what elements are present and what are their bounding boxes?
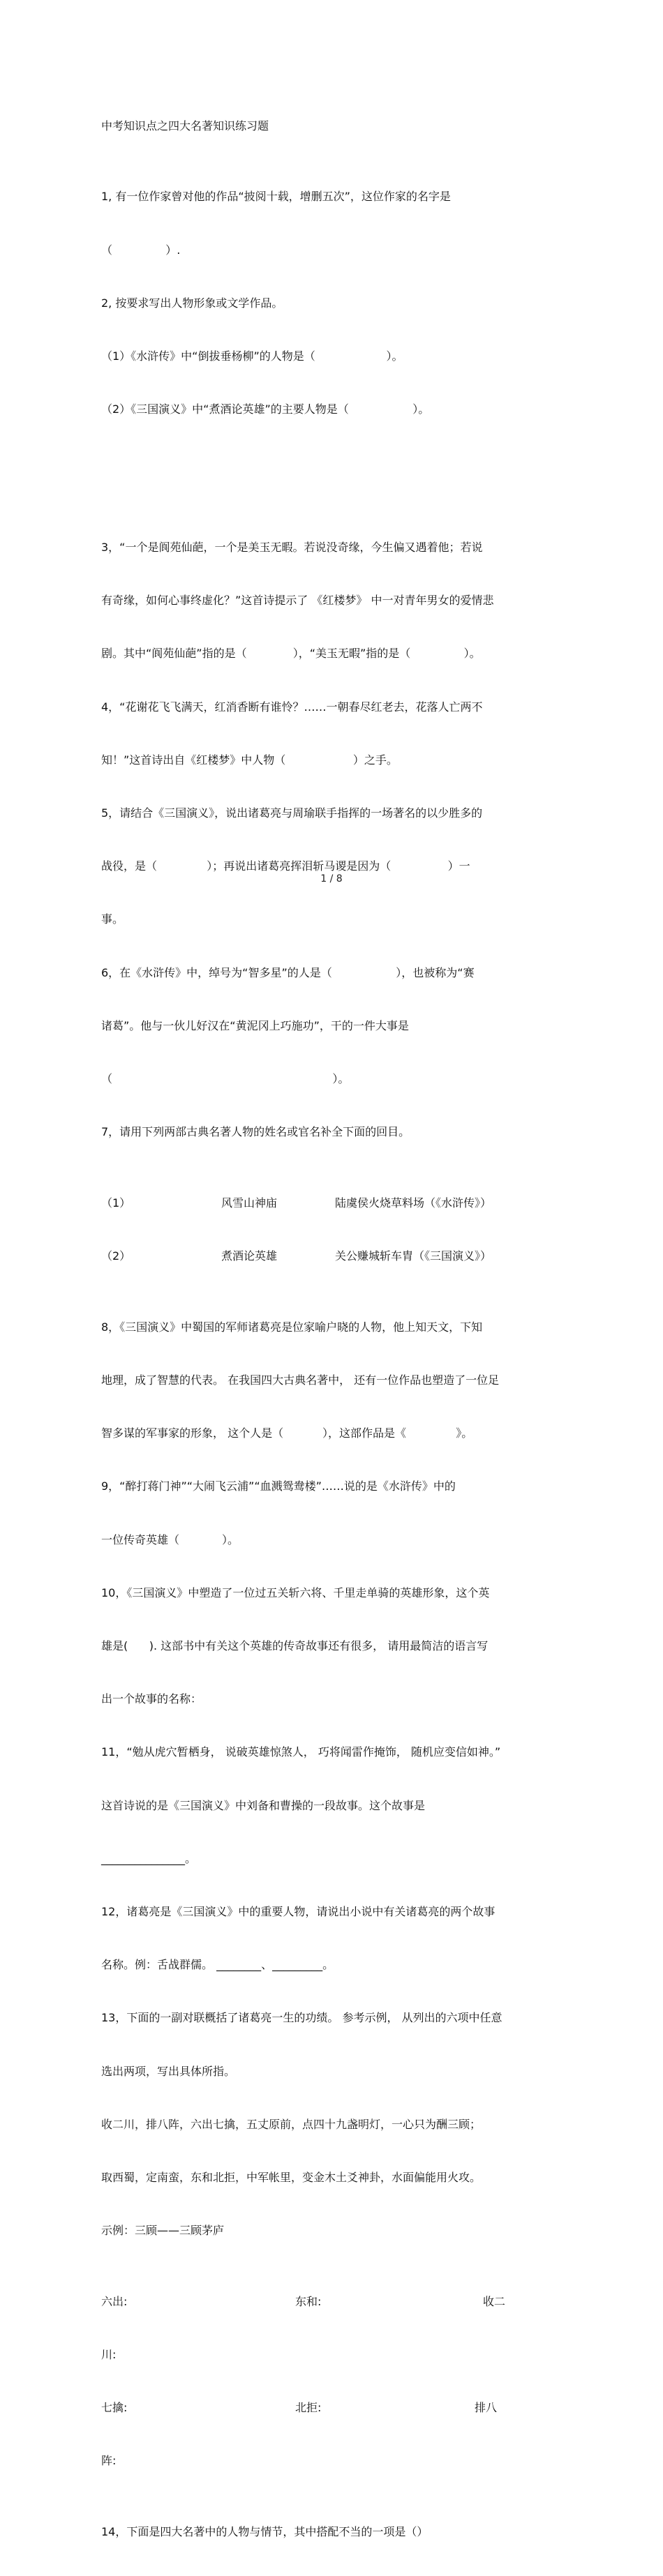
- item7-first-half: 煮酒论英雄: [221, 1249, 278, 1263]
- question-line: 事。: [101, 912, 124, 926]
- question-line: 11，“勉从虎穴暂栖身， 说破英雄惊煞人， 巧将闻雷作掩饰， 随机应变信如神。”: [101, 1745, 501, 1759]
- question-line: 一位传奇英雄（ ）。: [101, 1532, 239, 1546]
- question-line: 出一个故事的名称：: [101, 1692, 202, 1706]
- question-line: （ ）.: [101, 243, 181, 257]
- page-number: 1 / 8: [320, 873, 343, 884]
- item13-cell: 东和:: [295, 2294, 322, 2308]
- item7-row: [101, 1194, 569, 1212]
- item13-cell: 川:: [101, 2347, 117, 2361]
- question-line: 13，下面的一副对联概括了诸葛亮一生的功绩。 参考示例， 从列出的六项中任意: [101, 2011, 502, 2025]
- question-line: 1, 有一位作家曾对他的作品“披阅十载，增删五次”，这位作家的名字是: [101, 190, 451, 204]
- question-line: 5，请结合《三国演义》，说出诸葛亮与周瑜联手指挥的一场著名的以少胜多的: [101, 806, 483, 820]
- document-title: 中考知识点之四大名著知识练习题: [101, 119, 269, 133]
- item13-cell: 阵:: [101, 2454, 117, 2468]
- item13-cell: 排八: [475, 2401, 498, 2415]
- question-line: 收二川，排八阵，六出七擒，五丈原前，点四十九盏明灯，一心只为酬三顾；: [101, 2117, 482, 2131]
- question-line: 6，在《水浒传》中，绰号为“智多星”的人是（ ），也被称为“赛: [101, 965, 475, 979]
- item13-row: [101, 2346, 569, 2363]
- question-line: （ ）。: [101, 1072, 350, 1086]
- question-line: 12，诸葛亮是《三国演义》中的重要人物，请说出小说中有关诸葛亮的两个故事: [101, 1904, 496, 1918]
- question-line: 取西蜀，定南蛮，东和北拒，中军帐里，变金木土爻神卦，水面偏能用火攻。: [101, 2170, 482, 2184]
- question-line: 10，《三国演义》中塑造了一位过五关斩六将、千里走单骑的英雄形象，这个英: [101, 1585, 490, 1599]
- question-line: 雄是( ). 这部书中有关这个英雄的传奇故事还有很多， 请用最简洁的语言写: [101, 1639, 489, 1652]
- question-line: 3，“一个是阆苑仙葩，一个是美玉无暇。若说没奇缘，今生偏又遇着他；若说: [101, 541, 483, 555]
- question-line: （2）《三国演义》中“煮酒论英雄”的主要人物是（ ）。: [101, 402, 430, 416]
- question-line: 7，请用下列两部古典名著人物的姓名或官名补全下面的回目。: [101, 1125, 410, 1139]
- question-line: 这首诗说的是《三国演义》中刘备和曹操的一段故事。这个故事是: [101, 1798, 426, 1812]
- document-body: [101, 82, 569, 2576]
- question-line: 知！”这首诗出自《红楼梦》中人物（ ）之手。: [101, 753, 398, 767]
- item13-cell: 北拒:: [295, 2401, 322, 2415]
- item13-cell: 六出:: [101, 2294, 128, 2308]
- item13-row: [101, 2452, 569, 2469]
- question-line: 诸葛”。他与一伙儿好汉在“黄泥冈上巧施功”，干的一件大事是: [101, 1018, 409, 1032]
- item7-second-half: 陆虞侯火烧草料场（《水浒传》）: [335, 1196, 492, 1210]
- question-line: （1）《水浒传》中“倒拔垂杨柳”的人物是（ ）。: [101, 349, 403, 363]
- question-line: 2, 按要求写出人物形象或文学作品。: [101, 296, 283, 310]
- question-line: 智多谋的军事家的形象， 这个人是（ ），这部作品是《 》。: [101, 1426, 473, 1440]
- question-line: 14，下面是四大名著中的人物与情节，其中搭配不当的一项是（）: [101, 2525, 429, 2538]
- item13-cell: 七擒:: [101, 2401, 128, 2415]
- question-line: 名称。例：舌战群儒。 ________、_________。: [101, 1958, 334, 1972]
- question-line: 战役，是（ ）；再说出诸葛亮挥泪斩马谡是因为（ ）一: [101, 859, 470, 873]
- question-line: 8，《三国演义》中蜀国的军师诸葛亮是位家喻户晓的人物，他上知天文，下知: [101, 1320, 483, 1334]
- question-line: 地理，成了智慧的代表。 在我国四大古典名著中， 还有一位作品也塑造了一位足: [101, 1373, 500, 1387]
- question-line: _______________。: [101, 1851, 197, 1865]
- question-line: 示例：三顾——三顾茅庐: [101, 2224, 225, 2238]
- item13-row: [101, 2293, 569, 2310]
- item13-cell: 收二: [483, 2294, 506, 2308]
- question-line: 有奇缘，如何心事终虚化？”这首诗提示了 《红楼梦》 中一对青年男女的爱情悲: [101, 594, 494, 608]
- item7-row: [101, 1247, 569, 1265]
- item7-first-half: 风雪山神庙: [221, 1196, 278, 1210]
- question-line: 4，“花谢花飞飞满天，红消香断有谁怜？……一朝春尽红老去，花落人亡两不: [101, 700, 483, 714]
- question-line: 剧。其中“阆苑仙葩”指的是（ ），“美玉无暇”指的是（ ）。: [101, 647, 481, 661]
- blank-gap: [101, 472, 569, 485]
- question-line: 选出两项，写出具体所指。: [101, 2064, 236, 2078]
- item7-second-half: 关公赚城斩车胄（《三国演义》）: [335, 1249, 492, 1263]
- item13-row: [101, 2399, 569, 2416]
- item7-number: （2）: [101, 1249, 131, 1263]
- question-line: 9，“醉打蒋门神”“大闹飞云浦”“血溅鸳鸯楼”……说的是《水浒传》中的: [101, 1479, 456, 1493]
- item7-number: （1）: [101, 1196, 131, 1210]
